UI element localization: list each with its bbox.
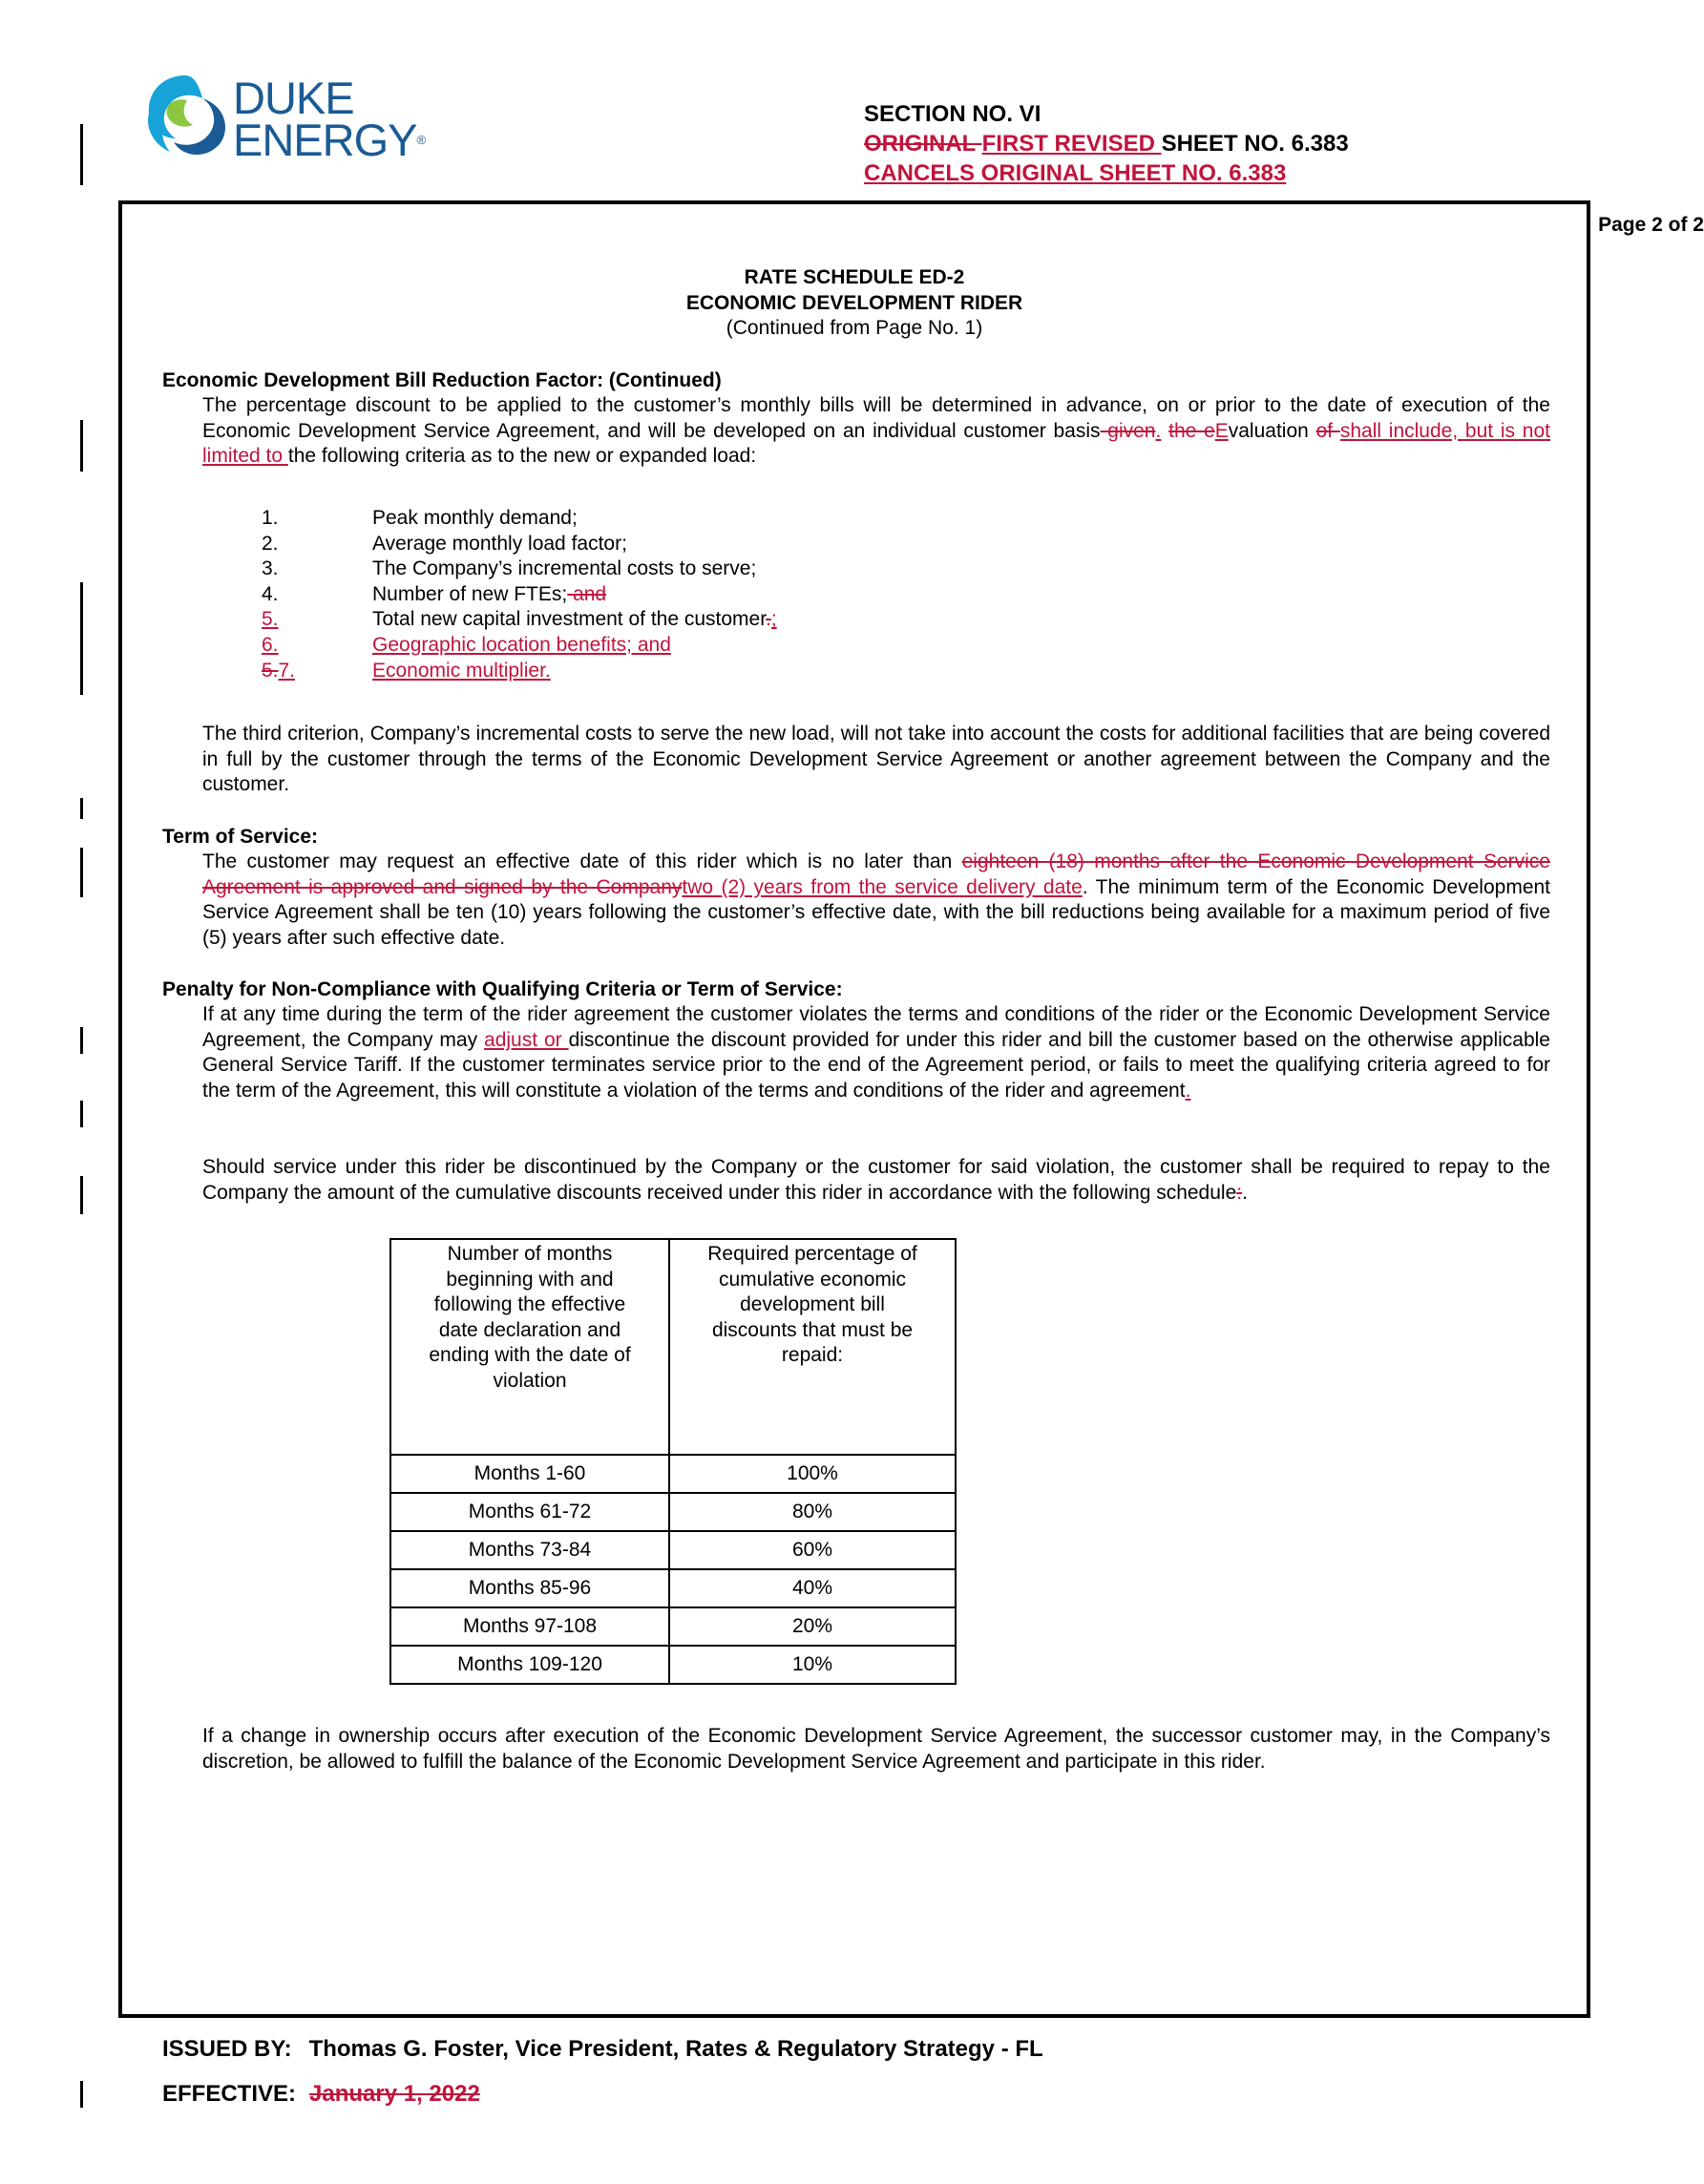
- duke-energy-logo: [143, 72, 430, 167]
- change-bar: [80, 1027, 83, 1054]
- rate-schedule-title: [118, 265, 1590, 342]
- table-cell-percentage: 60%: [669, 1531, 956, 1569]
- change-bar: [80, 1101, 83, 1127]
- table-cell-percentage: 20%: [669, 1607, 956, 1646]
- table-header-row: [390, 1239, 956, 1455]
- title-line-3: (Continued from Page No. 1): [726, 317, 983, 340]
- list-item: 2. Average monthly load factor;: [262, 532, 627, 555]
- list-item: 6. Geographic location benefits; and: [262, 633, 671, 656]
- change-bar: [80, 582, 83, 695]
- term-paragraph: The customer may request an effective date of this rider which is no later than eighteen (18) months after the Economic Development Service Agreement is approved and signed by the Companytwo (2) years from the service delivery date. The minimum term of the Economic Development Service Agreement shall be ten (10) years following the customer’s effective date, with the bill reductions being available for a maximum period of five (5) years after such effective date.: [202, 850, 1551, 949]
- repayment-paragraph: Should service under this rider be discontinued by the Company or the customer for said violation, the customer shall be required to repay to the Company the amount of the cumulative discounts received under this rider in accordance with the following schedule:.: [202, 1156, 1550, 1204]
- table-row: [390, 1531, 956, 1569]
- ownership-paragraph: If a change in ownership occurs after execution of the Economic Development Service Agreement, the successor customer may, in the Company’s discretion, be allowed to fulfill the balance of the Economic Development Service Agreement and participate in this rider.: [202, 1725, 1550, 1773]
- change-bar: [80, 124, 83, 185]
- logo-text-energy: ENERGY®: [233, 115, 426, 165]
- repayment-schedule-table: [389, 1238, 957, 1685]
- penalty-paragraph: If at any time during the term of the rider agreement the customer violates the terms and conditions of the rider or the Economic Development Service Agreement, the Company may adjust or discontinue the discount provided for under this rider and bill the customer based on the otherwise applicable General Service Tariff. If the customer terminates service prior to the end of the Agreement period, or fails to meet the qualifying criteria agreed to for the term of the Agreement, this will constitute a violation of the terms and conditions of the rider and agreement.: [202, 1003, 1550, 1102]
- table-cell-percentage: 80%: [669, 1493, 956, 1531]
- change-bar: [80, 848, 83, 897]
- list-item: 3. The Company’s incremental costs to serve;: [262, 557, 757, 580]
- issued-by: ISSUED BY: Thomas G. Foster, Vice President, Rates & Regulatory Strategy - FL: [162, 2036, 1043, 2062]
- table-cell-months: Months 97-108: [390, 1607, 669, 1646]
- term-heading: Term of Service:: [162, 826, 319, 848]
- sheet-number: ORIGINAL FIRST REVISED SHEET NO. 6.383: [864, 131, 1349, 157]
- penalty-heading: Penalty for Non-Compliance with Qualifying Criteria or Term of Service:: [162, 978, 843, 1000]
- table-row: [390, 1569, 956, 1607]
- table-cell-months: Months 1-60: [390, 1455, 669, 1493]
- effective-date: EFFECTIVE: January 1, 2022: [162, 2081, 480, 2107]
- table-cell-percentage: 40%: [669, 1569, 956, 1607]
- bill-reduction-paragraph: The percentage discount to be applied to the customer’s monthly bills will be determined in advance, on or prior to the date of execution of the Economic Development Service Agreement, and will be developed on an individual customer basis given. the eEvaluation of shall include, but is not limited to the following criteria as to the new or expanded load:: [202, 394, 1550, 468]
- sheet-header: [864, 99, 1349, 188]
- logo-swirl-icon: [143, 72, 229, 162]
- table-row: [390, 1646, 956, 1684]
- change-bar: [80, 420, 83, 472]
- logo-text-duke: DUKE: [233, 73, 354, 123]
- table-cell-months: Months 109-120: [390, 1646, 669, 1684]
- cancels-line: CANCELS ORIGINAL SHEET NO. 6.383: [864, 160, 1287, 186]
- list-item: 4. Number of new FTEs; and: [262, 582, 607, 605]
- list-item: 1. Peak monthly demand;: [262, 507, 578, 529]
- list-item: 5.7. Economic multiplier.: [262, 659, 551, 682]
- third-criterion-paragraph: The third criterion, Company’s incremental costs to serve the new load, will not take into account the costs for additional facilities that are being covered in full by the customer through the terms of the Economic Development Service Agreement or another agreement between the Company and the customer.: [202, 723, 1550, 796]
- section-number: SECTION NO. VI: [864, 101, 1041, 127]
- change-bar: [80, 2081, 83, 2108]
- table-row: [390, 1493, 956, 1531]
- bill-reduction-heading: Economic Development Bill Reduction Factor: (Continued): [162, 369, 722, 391]
- table-cell-percentage: 10%: [669, 1646, 956, 1684]
- table-cell-percentage: 100%: [669, 1455, 956, 1493]
- title-line-1: RATE SCHEDULE ED-2: [744, 266, 965, 288]
- criteria-list: [262, 506, 1121, 683]
- page-number: Page 2 of 2: [1598, 214, 1704, 236]
- table-header-percentage: Required percentage of cumulative economic development bill discounts that must be repaid:: [669, 1239, 956, 1455]
- change-bar: [80, 1176, 83, 1214]
- table-cell-months: Months 85-96: [390, 1569, 669, 1607]
- list-item: 5. Total new capital investment of the customer.;: [262, 608, 777, 631]
- table-header-months: Number of months beginning with and following the effective date declaration and ending with the date of violation: [390, 1239, 669, 1455]
- table-row: [390, 1607, 956, 1646]
- change-bar: [80, 798, 83, 819]
- table-row: [390, 1455, 956, 1493]
- table-cell-months: Months 61-72: [390, 1493, 669, 1531]
- table-cell-months: Months 73-84: [390, 1531, 669, 1569]
- title-line-2: ECONOMIC DEVELOPMENT RIDER: [685, 291, 1023, 314]
